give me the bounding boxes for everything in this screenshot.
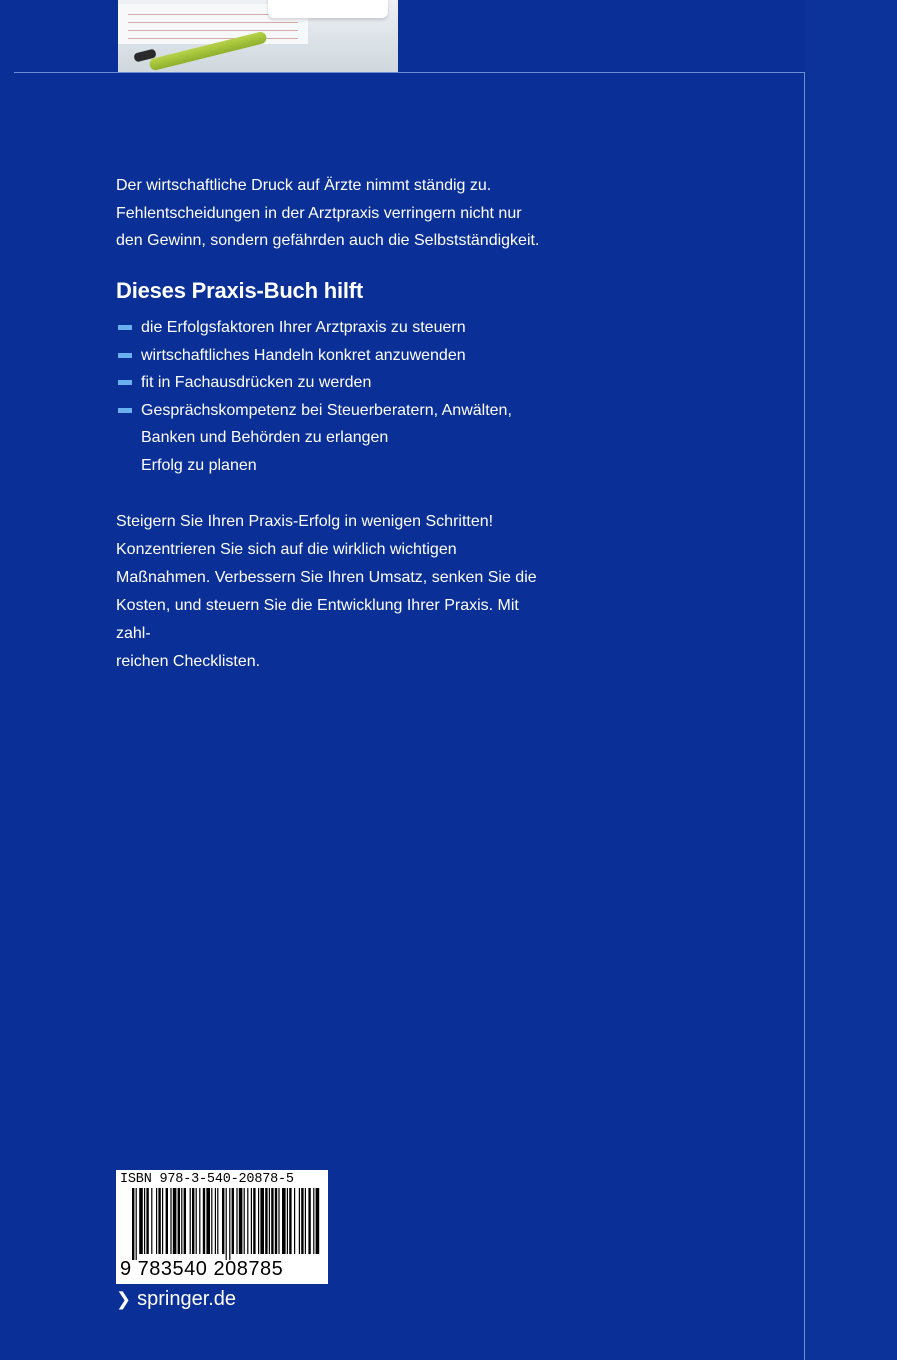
barcode-bar xyxy=(301,1188,303,1254)
barcode-bar xyxy=(199,1188,200,1254)
cover-photo xyxy=(118,0,398,72)
barcode-bar xyxy=(162,1188,163,1254)
intro-paragraph xyxy=(116,172,556,255)
barcode-bar xyxy=(239,1188,243,1254)
barcode-bar xyxy=(203,1188,205,1254)
barcode-bar xyxy=(269,1188,270,1254)
list-item-continuation: Erfolg zu planen xyxy=(141,456,257,474)
barcode-bar xyxy=(313,1188,314,1254)
intro-line: den Gewinn, sondern gefährden auch die Selbstständigkeit. xyxy=(116,232,540,249)
barcode-bar xyxy=(146,1188,148,1254)
barcode-bar xyxy=(136,1188,137,1260)
barcode-bar xyxy=(211,1188,212,1254)
barcode-bar xyxy=(192,1188,194,1254)
website-link[interactable] xyxy=(116,1288,236,1311)
barcode-bar xyxy=(282,1188,286,1254)
barcode-digits: 9 783540 208785 xyxy=(120,1258,284,1280)
bullet-dash-icon xyxy=(118,353,132,358)
barcode-bar xyxy=(244,1188,245,1254)
intro-line: Der wirtschaftliche Druck auf Ärzte nimmt ständig zu. xyxy=(116,177,492,194)
bullet-dash-icon xyxy=(118,380,132,385)
keyboard xyxy=(268,0,388,18)
barcode-bar xyxy=(181,1188,182,1254)
barcode-bar xyxy=(144,1188,145,1254)
barcode-bars xyxy=(132,1188,322,1260)
outro-line: Konzentrieren Sie sich auf die wirklich wichtigen xyxy=(116,541,457,558)
outro-line: Maßnahmen. Verbessern Sie Ihren Umsatz, senken Sie die xyxy=(116,569,537,586)
barcode-bar xyxy=(232,1188,234,1254)
barcode-bar xyxy=(166,1188,168,1254)
barcode-bar xyxy=(151,1188,152,1254)
barcode-bar xyxy=(289,1188,291,1254)
barcode-bar xyxy=(278,1188,279,1254)
barcode-bar xyxy=(226,1188,227,1260)
list-item: Gesprächskompetenz bei Steuerberatern, Anwälten, xyxy=(116,397,576,425)
barcode-bar xyxy=(299,1188,300,1254)
outro-line: reichen Checklisten. xyxy=(116,653,261,670)
barcode-bar xyxy=(229,1188,230,1260)
outro-line: Steigern Sie Ihren Praxis-Erfolg in wenigen Schritten! xyxy=(116,513,494,530)
barcode-bar xyxy=(217,1188,218,1254)
barcode-bar xyxy=(316,1188,320,1254)
intro-line: Fehlentscheidungen in der Arztpraxis verringern nicht nur xyxy=(116,204,522,222)
list-item-continuation: Banken und Behörden zu erlangen xyxy=(141,429,389,446)
barcode-bar xyxy=(190,1188,191,1254)
barcode-bar xyxy=(287,1188,288,1254)
barcode-bar xyxy=(247,1188,248,1254)
section-heading: Dieses Praxis-Buch hilft xyxy=(116,278,364,303)
list-item: fit in Fachausdrücken zu werden xyxy=(116,369,576,397)
barcode-bar xyxy=(158,1188,160,1254)
barcode-bar xyxy=(215,1188,216,1254)
barcode-bar xyxy=(251,1188,252,1254)
barcode-bar xyxy=(178,1188,180,1254)
frame-top-line xyxy=(14,72,805,73)
barcode-bar xyxy=(139,1188,143,1254)
barcode-bar xyxy=(275,1188,277,1254)
outro-paragraph xyxy=(116,508,556,676)
list-item: wirtschaftliches Handeln konkret anzuwenden xyxy=(116,342,576,370)
website-text: springer.de xyxy=(137,1288,237,1310)
barcode-bar xyxy=(173,1188,177,1254)
bullet-dash-icon xyxy=(118,408,132,413)
right-margin-strip xyxy=(805,0,897,1360)
barcode-bar xyxy=(236,1188,237,1254)
barcode-bar xyxy=(132,1188,134,1260)
barcode-bar xyxy=(156,1188,157,1254)
barcode-bar xyxy=(308,1188,310,1254)
barcode-bar xyxy=(271,1188,273,1254)
barcode-bar xyxy=(196,1188,197,1254)
outro-line: Kosten, und steuern Sie die Entwicklung Ihrer Praxis. Mit zahl- xyxy=(116,597,519,642)
barcode-bar xyxy=(206,1188,210,1254)
frame-right-line xyxy=(804,72,805,1360)
barcode-bar xyxy=(253,1188,255,1254)
barcode-bar xyxy=(305,1188,306,1254)
barcode-bar xyxy=(222,1188,224,1254)
barcode-bar xyxy=(258,1188,259,1254)
isbn-barcode xyxy=(116,1170,328,1284)
barcode-bar xyxy=(265,1188,267,1254)
isbn-text: ISBN 978-3-540-20878-5 xyxy=(120,1172,294,1187)
bullet-dash-icon xyxy=(118,325,132,330)
barcode-bar xyxy=(294,1188,295,1254)
barcode-bar xyxy=(184,1188,186,1254)
benefit-list xyxy=(116,314,576,479)
list-item: die Erfolgsfaktoren Ihrer Arztpraxis zu steuern xyxy=(116,314,576,342)
barcode-bar xyxy=(260,1188,264,1254)
chevron-right-icon: ❯ xyxy=(116,1289,132,1309)
barcode-bar xyxy=(170,1188,171,1254)
